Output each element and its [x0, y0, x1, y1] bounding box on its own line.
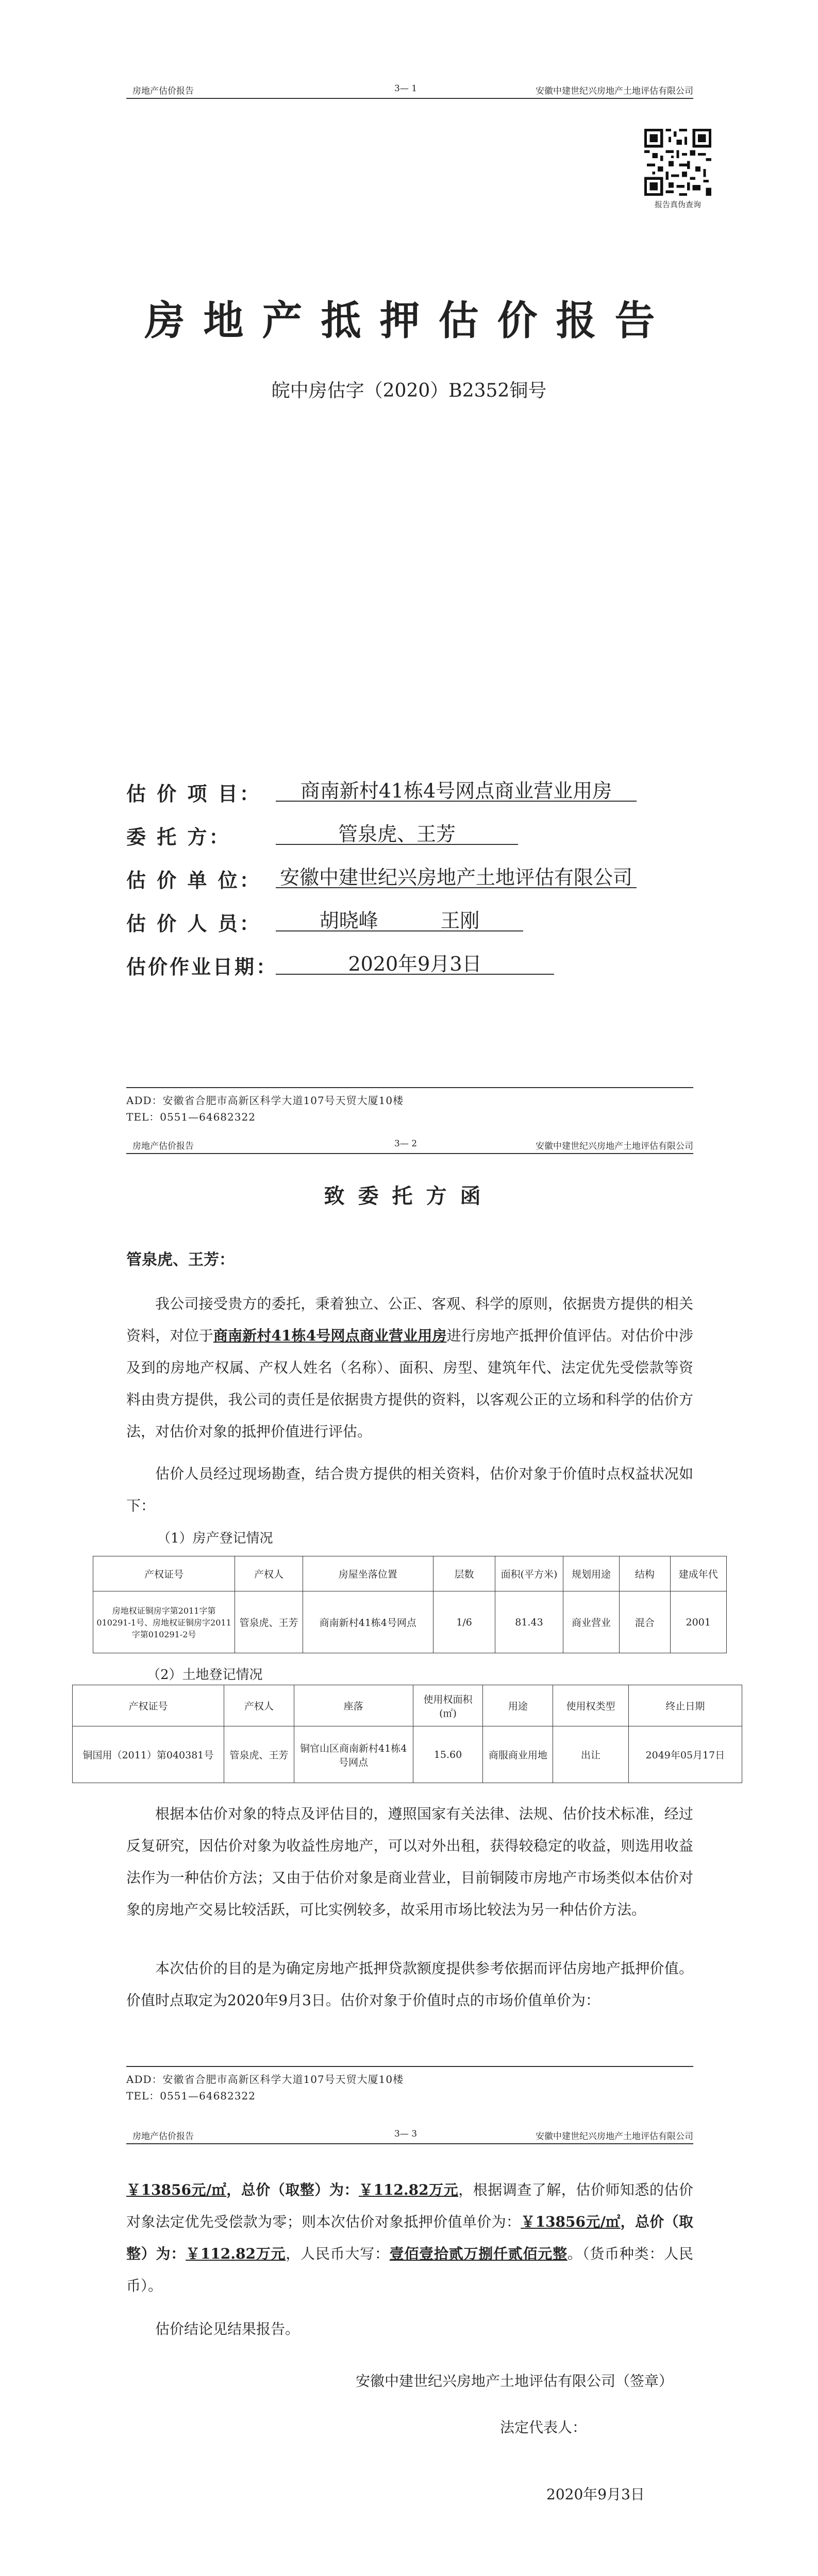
header-right: 安徽中建世纪兴房地产土地评估有限公司: [536, 2131, 693, 2142]
footer-address: ADD：安徽省合肥市高新区科学大道107号天贸大厦10楼: [126, 2073, 404, 2086]
header-left: 房地产估价报告: [132, 1141, 194, 1151]
text-span: ，总价（取整）为：: [126, 2213, 693, 2262]
table-header-row: [73, 1685, 742, 1726]
letter-continued-page: [0, 2128, 818, 2576]
info-label: 估 价 项 目：: [126, 783, 261, 805]
table-header: 建成年代: [670, 1556, 726, 1591]
info-row-appraiser: [126, 859, 693, 890]
table-cell: 2049年05月17日: [628, 1726, 742, 1783]
signature-representative: 法定代表人：: [500, 2419, 587, 2436]
table-cell: 铜官山区商南新村41栋4号网点: [294, 1726, 413, 1783]
mortgage-total-price: ￥112.82万元: [186, 2245, 286, 2262]
mortgage-unit-price: ￥13856元/㎡: [521, 2213, 621, 2230]
signature-date: 2020年9月3日: [546, 2486, 645, 2503]
qr-code-label: 报告真伪查询: [654, 200, 701, 209]
letter-paragraph-2: 估价人员经过现场勘查，结合贵方提供的相关资料，估价对象于价值时点权益状况如下：: [126, 1465, 693, 1514]
letter-paragraph-1: [126, 1288, 693, 1448]
table-cell: 商服商业用地: [483, 1726, 553, 1783]
table-header: 面积(平方米): [495, 1556, 563, 1591]
property-name: 商南新村41栋4号网点商业营业用房: [213, 1327, 447, 1344]
info-row-project: [126, 773, 693, 804]
info-label: 估价作业日期：: [126, 956, 278, 978]
table-header: 使用权面积(㎡): [413, 1685, 483, 1726]
table-cell: 1/6: [433, 1591, 495, 1653]
footer-tel: TEL：0551—64682322: [126, 2090, 256, 2102]
table-cell: 管泉虎、王芳: [235, 1591, 303, 1653]
text-span: ，人民币大写：: [286, 2245, 390, 2262]
conclusion-note: 估价结论见结果报告。: [155, 2320, 300, 2337]
info-row-date: [126, 946, 693, 977]
text-span: 。（货币种类：人民币）。: [126, 2245, 693, 2294]
table-cell: 2001: [670, 1591, 726, 1653]
table-cell: 管泉虎、王芳: [224, 1726, 294, 1783]
info-label: 估 价 单 位：: [126, 869, 261, 892]
table-header: 规划用途: [563, 1556, 619, 1591]
letter-title: 致委托方函: [324, 1184, 494, 1208]
header-left: 房地产估价报告: [132, 86, 194, 96]
page-header: [126, 1138, 693, 1154]
table-row: [93, 1591, 727, 1653]
info-value: 2020年9月3日: [276, 948, 554, 975]
table-header: 层数: [433, 1556, 495, 1591]
qr-code-icon[interactable]: [644, 129, 711, 196]
table-header: 产权人: [235, 1556, 303, 1591]
info-value: 胡晓峰 王刚: [276, 905, 523, 931]
page-header: [126, 2128, 693, 2144]
header-page-number: 3— 2: [394, 1139, 418, 1149]
document-number: 皖中房估字（2020）B2352铜号: [271, 380, 547, 401]
report-title: 房地产抵押估价报告: [144, 297, 674, 344]
header-left: 房地产估价报告: [132, 2131, 194, 2142]
table-cell: 铜国用（2011）第040381号: [73, 1726, 224, 1783]
cover-page: [0, 0, 818, 1128]
info-row-client: [126, 816, 693, 847]
text-span: 本次估价的目的是为确定房地产抵押贷款额度提供参考依据而评估房地产抵押价值。价值时点取定为2020年9月3日。估价对象于价值时点的市场价值单价为：: [126, 1960, 693, 2009]
page-footer: [126, 2066, 693, 2104]
table-cell: 房地权证铜房字第2011字第010291-1号、房地权证铜房字2011字第010291-2号: [93, 1591, 235, 1653]
letter-page: [0, 1128, 818, 2128]
info-value: 商南新村41栋4号网点商业营业用房: [276, 775, 637, 802]
letter-paragraph-4: [126, 1953, 693, 2016]
table-header: 座落: [294, 1685, 413, 1726]
page-footer: [126, 1087, 693, 1125]
table-header: 房屋坐落位置: [303, 1556, 433, 1591]
table-header: 产权人: [224, 1685, 294, 1726]
table-cell: 商业营业: [563, 1591, 619, 1653]
footer-tel: TEL：0551—64682322: [126, 1111, 256, 1123]
table-cell: 81.43: [495, 1591, 563, 1653]
table-header: 结构: [620, 1556, 670, 1591]
info-value: 安徽中建世纪兴房地产土地评估有限公司: [276, 861, 637, 888]
info-label: 估 价 人 员：: [126, 912, 261, 935]
table-header: 使用权类型: [553, 1685, 628, 1726]
text-span: 我公司接受贵方的委托，秉着独立、公正、客观、科学的原则，依据贵方提供的相关资料，对位于: [126, 1295, 693, 1344]
total-price: ￥112.82万元: [358, 2181, 459, 2198]
letter-addressee: 管泉虎、王芳：: [126, 1251, 235, 1269]
header-right: 安徽中建世纪兴房地产土地评估有限公司: [536, 86, 693, 96]
table-cell: 商南新村41栋4号网点: [303, 1591, 433, 1653]
info-value: 管泉虎、王芳: [276, 818, 518, 845]
header-page-number: 3— 3: [394, 2129, 418, 2139]
table-header: 终止日期: [628, 1685, 742, 1726]
letter-paragraph-3: 根据本估价对象的特点及评估目的，遵照国家有关法律、法规、估价技术标准，经过反复研究，因估价对象为收益性房地产，可以对外出租，获得较稳定的收益，则选用收益法作为一种估价方法；又由于估价对象是商业营业，目前铜陵市房地产市场类似本估价对象的房地产交易比较活跃，可比实例较多，故采用市场比较法为另一种估价方法。: [126, 1805, 693, 1918]
header-page-number: 3— 1: [394, 83, 418, 94]
amount-in-words: 壹佰壹拾贰万捌仟贰佰元整: [389, 2245, 567, 2262]
text-span: ，根据调查了解，估价师知悉的估价对象法定优先受偿款为零；则本次估价对象抵押价值单价为：: [126, 2181, 693, 2230]
unit-price: ￥13856元/㎡: [126, 2181, 227, 2198]
table-cell: 15.60: [413, 1726, 483, 1783]
table-header: 产权证号: [73, 1685, 224, 1726]
house-registration-heading: （1）房产登记情况: [157, 1531, 273, 1546]
page-header: [126, 82, 693, 99]
table-row: [73, 1726, 742, 1783]
valuation-result-paragraph: [126, 2174, 693, 2302]
text-span: 进行房地产抵押价值评估。对估价中涉及到的房地产权属、产权人姓名（名称）、面积、房型、建筑年代、法定优先受偿款等资料由贵方提供，我公司的责任是依据贵方提供的资料，以客观公正的立场和科学的估价方法，对估价对象的抵押价值进行评估。: [126, 1327, 693, 1440]
signature-company: 安徽中建世纪兴房地产土地评估有限公司（签章）: [356, 2372, 674, 2389]
table-header-row: [93, 1556, 727, 1591]
table-cell: 出让: [553, 1726, 628, 1783]
table-header: 用途: [483, 1685, 553, 1726]
table-cell: 混合: [620, 1591, 670, 1653]
house-registration-table: [93, 1556, 727, 1653]
info-row-staff: [126, 903, 693, 934]
land-registration-table: [72, 1685, 742, 1783]
text-span: ，总价（取整）为：: [226, 2181, 359, 2198]
info-label: 委 托 方：: [126, 826, 231, 849]
table-header: 产权证号: [93, 1556, 235, 1591]
land-registration-heading: （2）土地登记情况: [147, 1667, 263, 1683]
header-right: 安徽中建世纪兴房地产土地评估有限公司: [536, 1141, 693, 1151]
footer-address: ADD：安徽省合肥市高新区科学大道107号天贸大厦10楼: [126, 1094, 404, 1107]
